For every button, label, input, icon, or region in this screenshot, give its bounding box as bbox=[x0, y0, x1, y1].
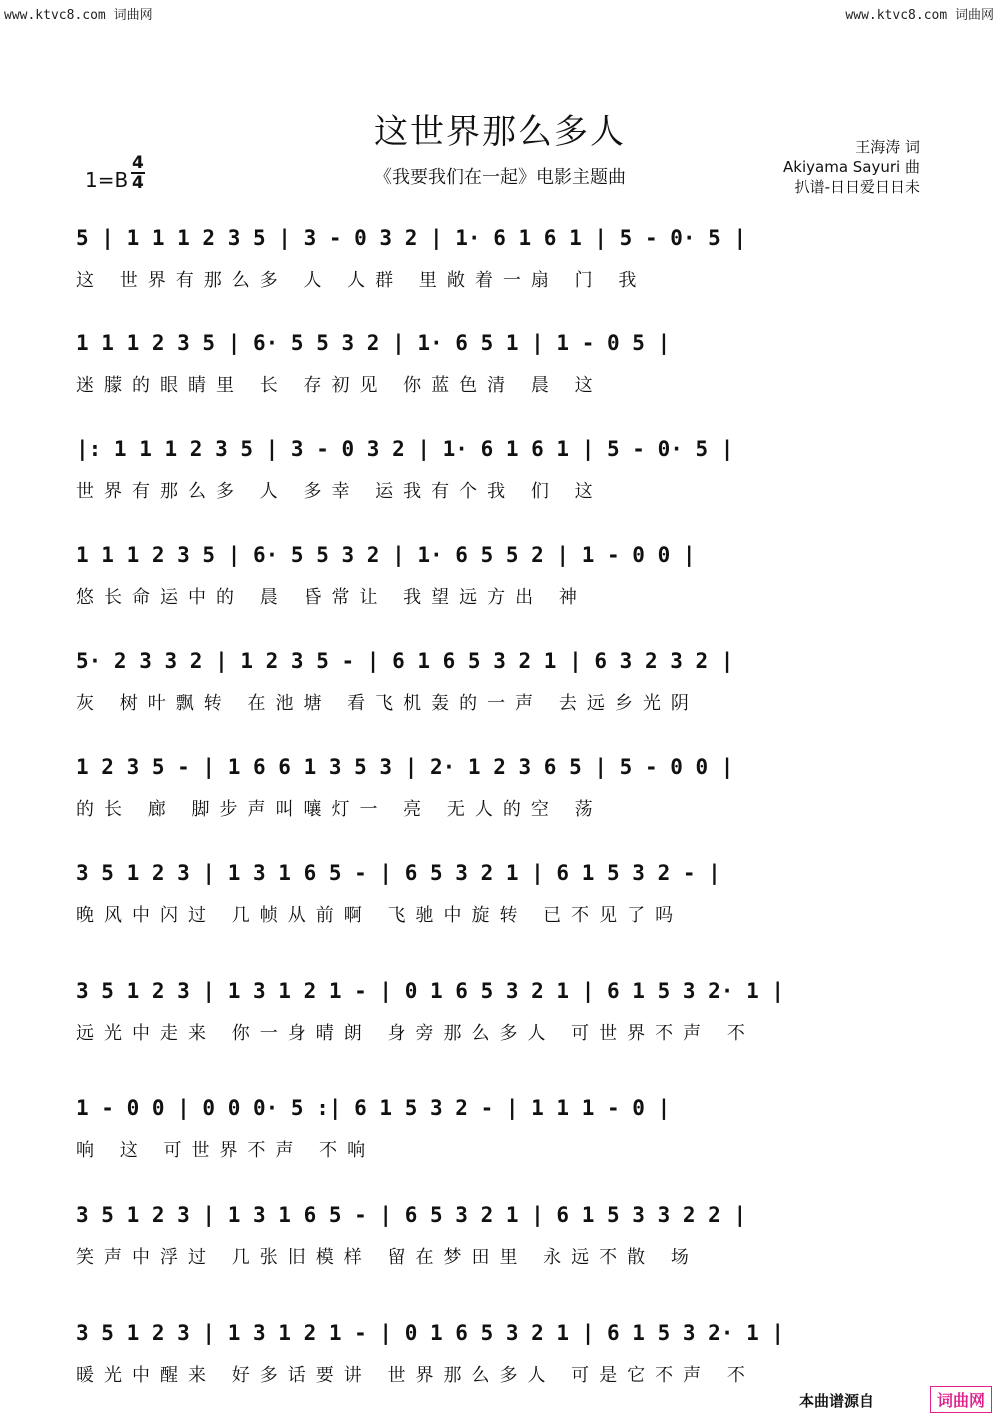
notation-line: 1 1 1 2 3 5 | 6· 5 5 3 2 | 1· 6 5 5 2 | 1 - 0 0 | bbox=[76, 543, 696, 567]
song-title: 这世界那么多人 bbox=[374, 112, 626, 152]
score-system bbox=[0, 437, 1000, 537]
lyrics-line: 的长 廊 脚步声叫嚷灯一 亮 无人的空 荡 bbox=[76, 799, 603, 820]
footer-source-label: 本曲谱源自 bbox=[798, 1392, 874, 1410]
score-system bbox=[0, 755, 1000, 855]
lyrics-line: 晚风中闪过 几帧从前啊 飞驰中旋转 已不见了吗 bbox=[76, 905, 684, 926]
lyrics-line: 笑声中浮过 几张旧模样 留在梦田里 永远不散 场 bbox=[76, 1247, 699, 1268]
lyrics-line: 远光中走来 你一身晴朗 身旁那么多人 可世界不声 不 bbox=[76, 1023, 755, 1044]
notation-line: 5 | 1 1 1 2 3 5 | 3 - 0 3 2 | 1· 6 1 6 1 | 5 - 0· 5 | bbox=[76, 226, 747, 250]
watermark-right: www.ktvc8.com 词曲网 bbox=[845, 8, 994, 23]
credits bbox=[783, 137, 920, 197]
notation-line: 1 1 1 2 3 5 | 6· 5 5 3 2 | 1· 6 5 1 | 1 - 0 5 | bbox=[76, 331, 671, 355]
notation-line: 3 5 1 2 3 | 1 3 1 6 5 - | 6 5 3 2 1 | 6 1 5 3 3 2 2 | bbox=[76, 1203, 747, 1227]
lyrics-line: 悠长命运中的 晨 昏常让 我望远方出 神 bbox=[76, 587, 587, 608]
lyrics-line: 暖光中醒来 好多话要讲 世界那么多人 可是它不声 不 bbox=[76, 1365, 755, 1386]
notation-line: 1 - 0 0 | 0 0 0· 5 :| 6 1 5 3 2 - | 1 1 1 - 0 | bbox=[76, 1096, 671, 1120]
lyrics-line: 世界有那么多 人 多幸 运我有个我 们 这 bbox=[76, 481, 603, 502]
score-system bbox=[0, 331, 1000, 431]
time-signature bbox=[131, 154, 145, 192]
score-system bbox=[0, 1096, 1000, 1196]
notation-line: 5· 2 3 3 2 | 1 2 3 5 - | 6 1 6 5 3 2 1 | 6 3 2 3 2 | bbox=[76, 649, 734, 673]
lyricist-credit: 王海涛 词 bbox=[855, 138, 920, 156]
key-signature: 1=B bbox=[85, 168, 129, 192]
transcriber-credit: 扒谱-日日爱日日未 bbox=[794, 178, 920, 196]
notation-line: 3 5 1 2 3 | 1 3 1 2 1 - | 0 1 6 5 3 2 1 | 6 1 5 3 2· 1 | bbox=[76, 1321, 785, 1345]
score-system bbox=[0, 226, 1000, 326]
lyrics-line: 灰 树叶飘转 在池塘 看飞机轰的一声 去远乡光阴 bbox=[76, 693, 699, 714]
composer-credit: Akiyama Sayuri 曲 bbox=[783, 158, 920, 176]
score-system bbox=[0, 861, 1000, 961]
lyrics-line: 响 这 可世界不声 不响 bbox=[76, 1140, 376, 1161]
notation-line: 3 5 1 2 3 | 1 3 1 6 5 - | 6 5 3 2 1 | 6 1 5 3 2 - | bbox=[76, 861, 721, 885]
score-system bbox=[0, 649, 1000, 749]
lyrics-line: 这 世界有那么多 人 人群 里敞着一扇 门 我 bbox=[76, 270, 647, 291]
watermark-left: www.ktvc8.com 词曲网 bbox=[4, 8, 153, 23]
lyrics-line: 迷朦的眼睛里 长 存初见 你蓝色清 晨 这 bbox=[76, 375, 603, 396]
song-subtitle: 《我要我们在一起》电影主题曲 bbox=[374, 167, 626, 188]
time-signature-bottom: 4 bbox=[132, 173, 144, 193]
notation-line: 1 2 3 5 - | 1 6 6 1 3 5 3 | 2· 1 2 3 6 5 | 5 - 0 0 | bbox=[76, 755, 734, 779]
notation-line: |: 1 1 1 2 3 5 | 3 - 0 3 2 | 1· 6 1 6 1 | 5 - 0· 5 | bbox=[76, 437, 734, 461]
notation-line: 3 5 1 2 3 | 1 3 1 2 1 - | 0 1 6 5 3 2 1 | 6 1 5 3 2· 1 | bbox=[76, 979, 785, 1003]
score-system bbox=[0, 979, 1000, 1079]
footer-logo: 词曲网 bbox=[930, 1386, 992, 1413]
time-signature-top: 4 bbox=[132, 153, 144, 173]
score-system bbox=[0, 1203, 1000, 1303]
score-system bbox=[0, 543, 1000, 643]
